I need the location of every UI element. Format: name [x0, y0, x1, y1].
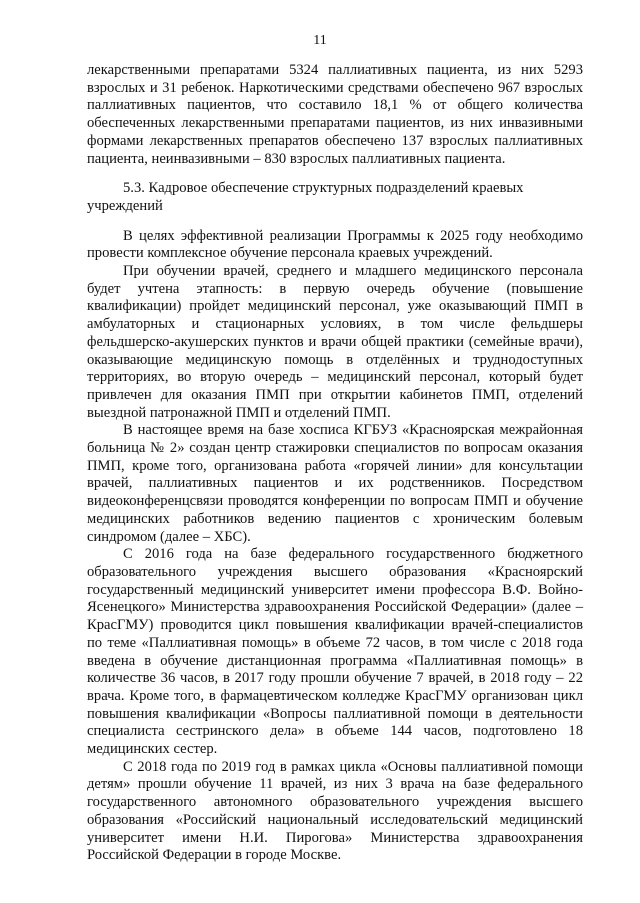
document-body [87, 62, 583, 865]
continued-paragraph: лекарственными препаратами 5324 паллиативных пациента, из них 5293 взрослых и 31 ребенок. Наркотическими средствами обеспечено 967 взрослых паллиативных пациентов, что составило 18,1 % от общего количества обеспеченных лекарственными препаратами пациентов, из них инвазивными формами лекарственных препаратов обеспечено 137 взрослых паллиативных пациента, неинвазивными – 830 взрослых паллиативных пациента. [87, 62, 583, 167]
paragraph-krasgmu-courses: С 2016 года на базе федерального государственного бюджетного образовательного учреждения высшего образования «Красноярский государственный медицинский университет имени профессора В.Ф. Войно-Ясенецкого» Министерства здравоохранения Российской Федерации» (далее – КрасГМУ) проводится цикл повышения квалификации врачей-специалистов по теме «Паллиативная помощь» в объеме 72 часов, в том числе с 2018 года введена в обучение дистанционная программа «Паллиативная помощь» в количестве 36 часов, в 2017 году прошли обучение 7 врачей, в 2018 году – 22 врача. Кроме того, в фармацевтическом колледже КрасГМУ организован цикл повышения квалификации «Вопросы паллиативной помощи в деятельности специалиста сестринского дела» в объеме 144 часов, подготовлено 18 медицинских сестер. [87, 546, 583, 758]
page-number: 11 [313, 33, 327, 48]
paragraph-training-stages: При обучении врачей, среднего и младшего медицинского персонала будет учтена этапность: в первую очередь обучение (повышение квалификации) пройдет медицинский персонал, уже оказывающий ПМП в амбулаторных и стационарных условиях, в том числе фельдшеры фельдшерско-акушерских пунктов и врачи общей практики (семейные врачи), оказывающие медицинскую помощь в отделённых и труднодоступных территориях, во вторую очередь – медицинский персонал, который будет привлечен для оказания ПМП при открытии кабинетов ПМП, отделений выездной патронажной ПМП и отделений ПМП. [87, 263, 583, 421]
section-heading: 5.3. Кадровое обеспечение структурных подразделений краевых учреждений [87, 180, 524, 214]
paragraph-pediatric-training: С 2018 года по 2019 год в рамках цикла «Основы паллиативной помощи детям» прошли обучение 11 врачей, из них 3 врача на базе федерального государственного автономного образовательного учреждения высшего образования «Российский национальный исследовательский медицинский университет имени Н.И. Пирогова» Министерства здравоохранения Российской Федерации в городе Москве. [87, 758, 583, 864]
paragraph-hospice-center: В настоящее время на базе хосписа КГБУЗ «Красноярская межрайонная больница № 2» создан центр стажировки специалистов по вопросам оказания ПМП, кроме того, организована работа «горячей линии» для консультации врачей, паллиативных пациентов и их родственников. Посредством видеоконференцсвязи проводятся конференции по вопросам ПМП и обучение медицинских работников ведению пациентов с хроническим болевым синдромом (далее – ХБС). [87, 422, 583, 545]
paragraph-training-goal: В целях эффективной реализации Программы к 2025 году необходимо провести комплексное обучение персонала краевых учреждений. [87, 227, 583, 262]
